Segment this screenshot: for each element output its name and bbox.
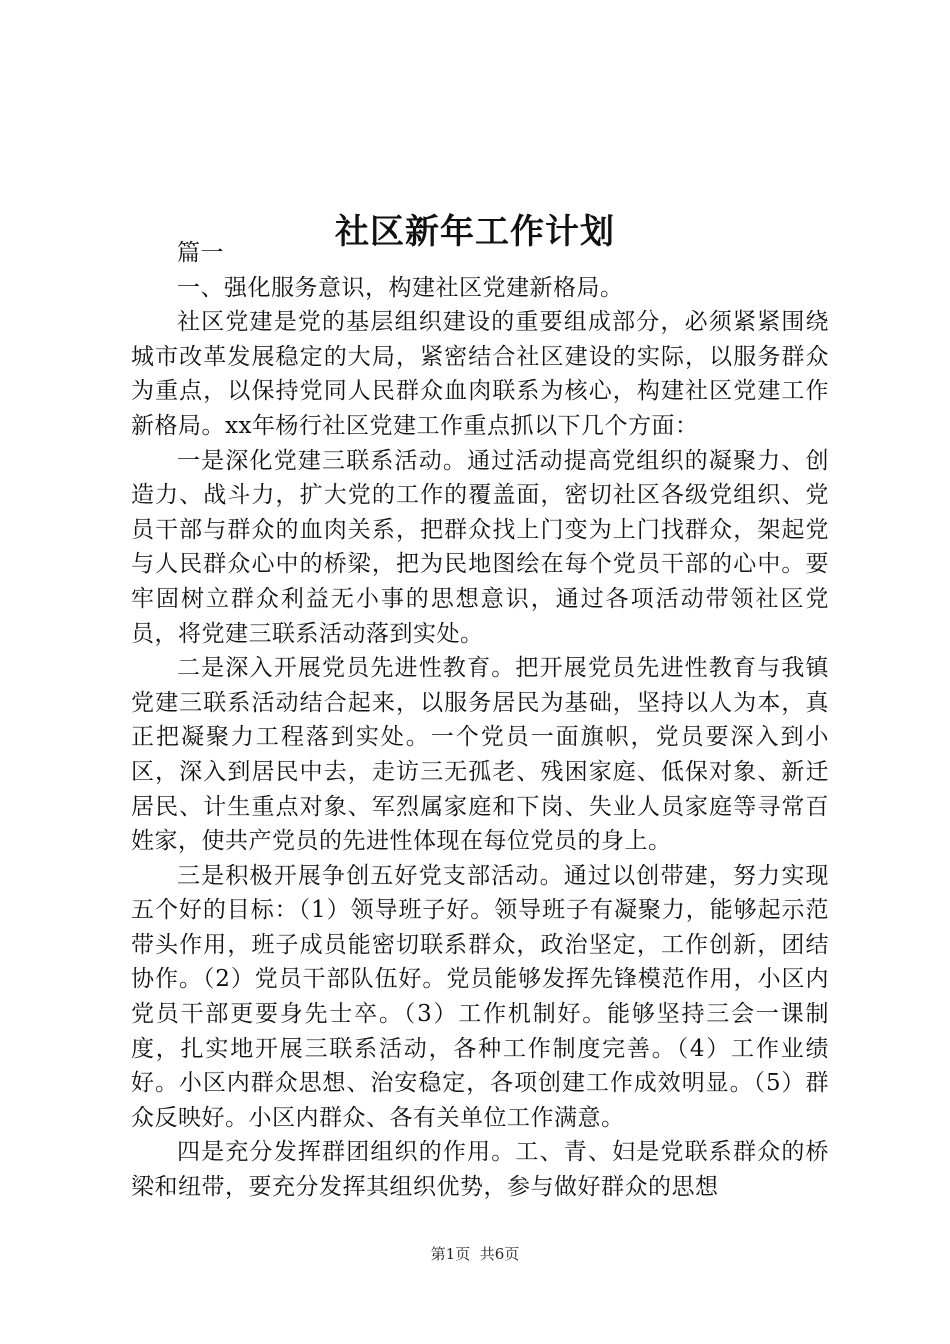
page-number: 第1页 (430, 1245, 471, 1263)
document-title: 社区新年工作计划 (335, 211, 615, 252)
section-label: 篇一 (177, 240, 224, 266)
page-total: 共6页 (479, 1245, 520, 1263)
body-paragraph: 四是充分发挥群团组织的作用。工、青、妇是党联系群众的桥梁和纽带，要充分发挥其组织优势，参与做好群众的思想 (131, 1139, 829, 1201)
section-heading: 一、强化服务意识，构建社区党建新格局。 (177, 274, 624, 301)
page-footer (0, 1244, 950, 1264)
body-paragraph: 三是积极开展争创五好党支部活动。通过以创带建，努力实现五个好的目标：（1）领导班子好。领导班子有凝聚力，能够起示范带头作用，班子成员能密切联系群众，政治坚定，工作创新，团结协作。（2）党员干部队伍好。党员能够发挥先锋模范作用，小区内党员干部更要身先士卒。（3）工作机制好。能够坚持三会一课制度，扎实地开展三联系活动，各种工作制度完善。（4）工作业绩好。小区内群众思想、治安稳定，各项创建工作成效明显。（5）群众反映好。小区内群众、各有关单位工作满意。 (131, 862, 829, 1131)
body-paragraph: 二是深入开展党员先进性教育。把开展党员先进性教育与我镇党建三联系活动结合起来，以服务居民为基础，坚持以人为本，真正把凝聚力工程落到实处。一个党员一面旗帜，党员要深入到小区，深入到居民中去，走访三无孤老、残困家庭、低保对象、新迁居民、计生重点对象、军烈属家庭和下岗、失业人员家庭等寻常百姓家，使共产党员的先进性体现在每位党员的身上。 (131, 655, 829, 855)
document-body (131, 236, 829, 1205)
body-paragraph: 社区党建是党的基层组织建设的重要组成部分，必须紧紧围绕城市改革发展稳定的大局，紧密结合社区建设的实际，以服务群众为重点，以保持党同人民群众血肉联系为核心，构建社区党建工作新格局。xx年杨行社区党建工作重点抓以下几个方面： (131, 309, 829, 439)
body-paragraph: 一是深化党建三联系活动。通过活动提高党组织的凝聚力、创造力、战斗力，扩大党的工作的覆盖面，密切社区各级党组织、党员干部与群众的血肉关系，把群众找上门变为上门找群众，架起党与人民群众心中的桥梁，把为民地图绘在每个党员干部的心中。要牢固树立群众利益无小事的思想意识，通过各项活动带领社区党员，将党建三联系活动落到实处。 (131, 447, 829, 647)
